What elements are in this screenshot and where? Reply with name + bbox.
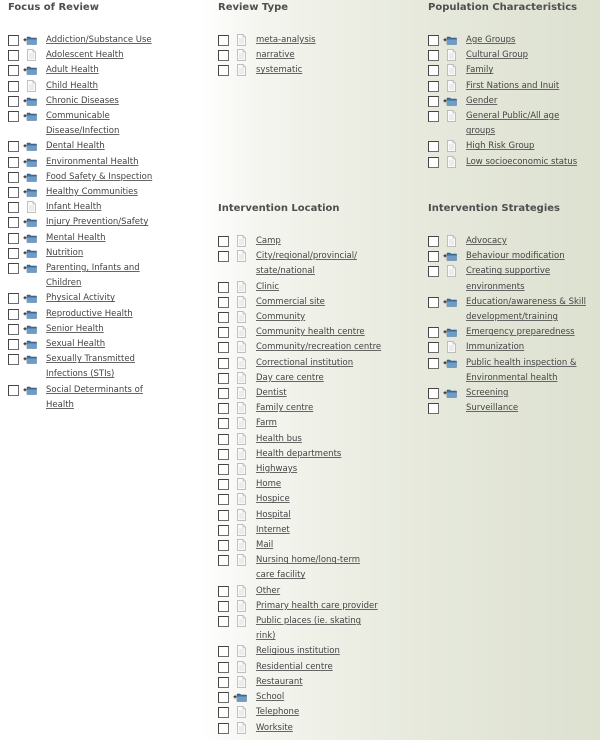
list-item-chronic-diseases: [8, 94, 193, 109]
document-icon: [233, 281, 247, 293]
intervention-location-heading: Intervention Location: [218, 203, 340, 214]
checkbox[interactable]: [218, 479, 229, 490]
item-label[interactable]: Injury Prevention/Safety: [46, 217, 149, 228]
checkbox[interactable]: [8, 141, 19, 152]
folder-expand-icon[interactable]: [23, 262, 37, 274]
document-icon: [233, 387, 247, 399]
item-label[interactable]: Adult Health: [46, 65, 99, 76]
folder-expand-icon[interactable]: [233, 691, 247, 703]
folder-expand-icon[interactable]: [23, 156, 37, 168]
list-item-public-places-ie-skating-rink: [218, 614, 408, 644]
list-item-home: [218, 477, 408, 492]
list-item-senior-health: [8, 322, 193, 337]
item-label[interactable]: Dental Health: [46, 141, 105, 152]
document-icon: [233, 49, 247, 61]
checkbox[interactable]: [428, 297, 439, 308]
document-icon: [443, 64, 457, 76]
checkbox[interactable]: [218, 449, 229, 460]
item-label[interactable]: Nutrition: [46, 247, 84, 258]
item-label[interactable]: Surveillance: [466, 403, 519, 414]
list-item-immunization: [428, 340, 598, 355]
document-icon: [233, 341, 247, 353]
item-label[interactable]: Infant Health: [46, 202, 102, 213]
item-label[interactable]: Clinic: [256, 281, 280, 292]
folder-expand-icon[interactable]: [23, 338, 37, 350]
document-icon: [443, 156, 457, 168]
checkbox[interactable]: [428, 81, 439, 92]
checkbox[interactable]: [218, 494, 229, 505]
checkbox[interactable]: [218, 525, 229, 536]
checkbox[interactable]: [428, 236, 439, 247]
review-type-section: [218, 1, 408, 79]
item-label[interactable]: Communicable Disease/Infection: [46, 111, 120, 137]
list-item-sexually-transmitted-infections-stis: [8, 352, 193, 382]
document-icon: [233, 509, 247, 521]
item-label[interactable]: Addiction/Substance Use: [46, 35, 152, 45]
item-label[interactable]: Nursing home/long-term care facility: [256, 555, 361, 581]
folder-expand-icon[interactable]: [443, 326, 457, 338]
item-label[interactable]: School: [256, 692, 285, 703]
review-type-heading: Review Type: [218, 2, 289, 13]
document-icon: [23, 49, 37, 61]
list-item-internet: [218, 523, 408, 538]
list-item-community-health-centre: [218, 325, 408, 340]
list-item-nutrition: [8, 246, 193, 261]
checkbox[interactable]: [218, 373, 229, 384]
item-label[interactable]: Healthy Communities: [46, 187, 138, 198]
checkbox[interactable]: [218, 65, 229, 76]
checkbox[interactable]: [8, 65, 19, 76]
item-label[interactable]: systematic: [256, 65, 303, 76]
item-label[interactable]: Mail: [256, 540, 274, 551]
folder-expand-icon[interactable]: [443, 296, 457, 308]
list-item-hospice: [218, 492, 408, 507]
checkbox[interactable]: [8, 339, 19, 350]
checkbox[interactable]: [218, 342, 229, 353]
document-icon: [233, 448, 247, 460]
item-label[interactable]: Family: [466, 65, 494, 76]
list-item-family: [428, 63, 598, 78]
list-item-primary-health-care-provider: [218, 599, 408, 614]
document-icon: [233, 357, 247, 369]
item-label[interactable]: Age Groups: [466, 35, 516, 45]
item-label[interactable]: Adolescent Health: [46, 50, 124, 61]
folder-expand-icon[interactable]: [23, 171, 37, 183]
list-item-high-risk-group: [428, 139, 598, 154]
list-item-city-regional-provincial-state-national: [218, 249, 408, 279]
item-label[interactable]: Public health inspection & Environmental health: [466, 357, 577, 383]
list-item-healthy-communities: [8, 185, 193, 200]
item-label[interactable]: Commercial site: [256, 296, 325, 307]
checkbox[interactable]: [428, 358, 439, 369]
checkbox[interactable]: [428, 403, 439, 414]
item-label[interactable]: Environmental Health: [46, 156, 139, 167]
folder-expand-icon[interactable]: [23, 232, 37, 244]
document-icon: [443, 80, 457, 92]
list-item-school: [218, 690, 408, 705]
item-label[interactable]: Social Determinants of Health: [46, 384, 143, 410]
list-item-nursing-home-long-term-care-facility: [218, 553, 408, 583]
checkbox[interactable]: [428, 141, 439, 152]
folder-expand-icon[interactable]: [23, 140, 37, 152]
folder-expand-icon[interactable]: [23, 384, 37, 396]
checkbox[interactable]: [8, 263, 19, 274]
item-label[interactable]: Primary health care provider: [256, 600, 378, 611]
item-label[interactable]: Day care centre: [256, 372, 324, 383]
intervention-strategies-list: [428, 234, 598, 416]
checkbox[interactable]: [8, 202, 19, 213]
list-item-mental-health: [8, 231, 193, 246]
checkbox[interactable]: [218, 297, 229, 308]
intervention-location-section: [218, 202, 408, 736]
list-item-meta-analysis: [218, 33, 408, 48]
folder-expand-icon[interactable]: [23, 323, 37, 335]
item-label[interactable]: High Risk Group: [466, 141, 535, 152]
list-item-infant-health: [8, 200, 193, 215]
checkbox[interactable]: [218, 540, 229, 551]
item-label[interactable]: Hospital: [256, 509, 291, 520]
item-label[interactable]: Health departments: [256, 448, 342, 459]
checkbox[interactable]: [218, 510, 229, 521]
item-label[interactable]: Child Health: [46, 80, 99, 91]
checkbox[interactable]: [218, 723, 229, 734]
list-item-age-groups: [428, 33, 598, 48]
checkbox[interactable]: [8, 293, 19, 304]
checkbox[interactable]: [218, 646, 229, 657]
item-label[interactable]: Worksite: [256, 722, 293, 733]
item-label[interactable]: Sexual Health: [46, 339, 106, 350]
document-icon: [233, 433, 247, 445]
document-icon: [233, 64, 247, 76]
list-item-injury-prevention-safety: [8, 215, 193, 230]
folder-expand-icon[interactable]: [443, 357, 457, 369]
list-item-health-departments: [218, 447, 408, 462]
review-type-list: [218, 33, 408, 79]
list-item-telephone: [218, 705, 408, 720]
list-item-sexual-health: [8, 337, 193, 352]
folder-expand-icon[interactable]: [23, 95, 37, 107]
list-item-first-nations-and-inuit: [428, 79, 598, 94]
list-item-camp: [218, 234, 408, 249]
item-label[interactable]: Home: [256, 479, 282, 490]
intervention-strategies-section: [428, 202, 598, 416]
item-label[interactable]: Chronic Diseases: [46, 95, 119, 106]
list-item-adolescent-health: [8, 48, 193, 63]
list-item-addiction-substance-use: [8, 33, 193, 48]
document-icon: [233, 402, 247, 414]
item-label[interactable]: Gender: [466, 95, 498, 106]
list-item-reproductive-health: [8, 307, 193, 322]
checkbox[interactable]: [8, 324, 19, 335]
checkbox[interactable]: [8, 157, 19, 168]
population-characteristics-list: [428, 33, 598, 170]
item-label[interactable]: Family centre: [256, 403, 314, 414]
item-label[interactable]: Advocacy: [466, 236, 507, 246]
folder-expand-icon[interactable]: [443, 34, 457, 46]
folder-expand-icon[interactable]: [23, 34, 37, 46]
checkbox[interactable]: [428, 251, 439, 262]
list-item-restaurant: [218, 675, 408, 690]
list-item-social-determinants-of-health: [8, 383, 193, 413]
list-item-physical-activity: [8, 291, 193, 306]
population-characteristics-section: [428, 1, 598, 170]
checkbox[interactable]: [8, 172, 19, 183]
checkbox[interactable]: [218, 388, 229, 399]
list-item-parenting-infants-and-children: [8, 261, 193, 291]
checkbox[interactable]: [428, 388, 439, 399]
document-icon: [233, 676, 247, 688]
list-item-creating-supportive-environments: [428, 264, 598, 294]
list-item-hospital: [218, 508, 408, 523]
list-item-farm: [218, 416, 408, 431]
document-icon: [443, 110, 457, 122]
item-label[interactable]: Physical Activity: [46, 293, 116, 304]
list-item-behaviour-modification: [428, 249, 598, 264]
list-item-advocacy: [428, 234, 598, 249]
checkbox[interactable]: [218, 464, 229, 475]
folder-expand-icon[interactable]: [23, 247, 37, 259]
folder-expand-icon[interactable]: [443, 95, 457, 107]
document-icon: [23, 80, 37, 92]
item-label[interactable]: Residential centre: [256, 661, 333, 672]
checkbox[interactable]: [8, 96, 19, 107]
document-icon: [233, 463, 247, 475]
document-icon: [233, 539, 247, 551]
checkbox[interactable]: [218, 236, 229, 247]
list-item-dental-health: [8, 139, 193, 154]
item-label[interactable]: Religious institution: [256, 646, 340, 657]
document-icon: [233, 296, 247, 308]
checkbox[interactable]: [218, 358, 229, 369]
checkbox[interactable]: [218, 50, 229, 61]
list-item-food-safety-inspection: [8, 170, 193, 185]
item-label[interactable]: Community health centre: [256, 327, 365, 338]
focus-of-review-section: [8, 1, 193, 413]
checkbox[interactable]: [218, 434, 229, 445]
document-icon: [443, 341, 457, 353]
list-item-emergency-preparedness: [428, 325, 598, 340]
item-label[interactable]: Camp: [256, 236, 281, 246]
item-label[interactable]: First Nations and Inuit: [466, 80, 560, 91]
document-icon: [233, 372, 247, 384]
list-item-mail: [218, 538, 408, 553]
item-label[interactable]: Creating supportive environments: [466, 266, 551, 292]
document-icon: [233, 326, 247, 338]
item-label[interactable]: City/regional/provincial/ state/national: [256, 251, 357, 277]
document-icon: [233, 661, 247, 673]
checkbox[interactable]: [428, 35, 439, 46]
document-icon: [233, 250, 247, 262]
item-label[interactable]: Dentist: [256, 388, 287, 399]
item-label[interactable]: Screening: [466, 388, 509, 399]
list-item-religious-institution: [218, 644, 408, 659]
document-icon: [233, 493, 247, 505]
folder-expand-icon[interactable]: [443, 387, 457, 399]
checkbox[interactable]: [8, 217, 19, 228]
document-icon: [233, 706, 247, 718]
checkbox[interactable]: [218, 601, 229, 612]
folder-expand-icon[interactable]: [23, 216, 37, 228]
list-item-other: [218, 584, 408, 599]
list-item-health-bus: [218, 432, 408, 447]
item-label[interactable]: Restaurant: [256, 676, 303, 687]
item-label[interactable]: meta-analysis: [256, 35, 316, 45]
document-icon: [233, 311, 247, 323]
checkbox[interactable]: [428, 327, 439, 338]
list-item-dentist: [218, 386, 408, 401]
checkbox[interactable]: [218, 555, 229, 566]
item-label[interactable]: Hospice: [256, 494, 290, 505]
checkbox[interactable]: [428, 96, 439, 107]
checkbox[interactable]: [218, 616, 229, 627]
list-item-environmental-health: [8, 155, 193, 170]
list-item-worksite: [218, 721, 408, 736]
checkbox[interactable]: [8, 81, 19, 92]
list-item-communicable-disease-infection: [8, 109, 193, 139]
item-label[interactable]: Sexually Transmitted Infections (STIs): [46, 354, 135, 380]
document-icon: [23, 201, 37, 213]
item-label[interactable]: narrative: [256, 50, 295, 61]
list-item-correctional-institution: [218, 356, 408, 371]
folder-expand-icon[interactable]: [23, 186, 37, 198]
list-item-clinic: [218, 280, 408, 295]
list-item-residential-centre: [218, 660, 408, 675]
item-label[interactable]: Emergency preparedness: [466, 327, 575, 338]
focus-of-review-heading: Focus of Review: [8, 2, 99, 13]
list-item-family-centre: [218, 401, 408, 416]
checkbox[interactable]: [218, 251, 229, 262]
item-label[interactable]: General Public/All age groups: [466, 111, 560, 137]
checkbox[interactable]: [218, 403, 229, 414]
list-item-surveillance: [428, 401, 598, 416]
item-label[interactable]: Community: [256, 312, 306, 323]
item-label[interactable]: Community/recreation centre: [256, 342, 382, 353]
item-label[interactable]: Telephone: [256, 707, 300, 718]
document-icon: [233, 235, 247, 247]
list-item-commercial-site: [218, 295, 408, 310]
folder-expand-icon[interactable]: [23, 308, 37, 320]
folder-expand-icon[interactable]: [23, 64, 37, 76]
document-icon: [233, 478, 247, 490]
list-item-highways: [218, 462, 408, 477]
list-item-public-health-inspection-environmental-health: [428, 356, 598, 386]
list-item-screening: [428, 386, 598, 401]
document-icon: [443, 265, 457, 277]
item-label[interactable]: Immunization: [466, 342, 525, 353]
item-label[interactable]: Reproductive Health: [46, 308, 133, 319]
document-icon: [233, 615, 247, 627]
checkbox[interactable]: [428, 65, 439, 76]
checkbox[interactable]: [218, 586, 229, 597]
checkbox[interactable]: [8, 309, 19, 320]
item-label[interactable]: Education/awareness & Skill development/training: [466, 296, 586, 323]
checkbox[interactable]: [428, 50, 439, 61]
list-item-child-health: [8, 79, 193, 94]
intervention-strategies-heading: Intervention Strategies: [428, 203, 560, 214]
intervention-location-list: [218, 234, 408, 736]
item-label[interactable]: Behaviour modification: [466, 251, 565, 262]
checkbox[interactable]: [428, 157, 439, 168]
document-icon: [233, 524, 247, 536]
list-item-systematic: [218, 63, 408, 78]
focus-of-review-list: [8, 33, 193, 413]
item-label[interactable]: Food Safety & Inspection: [46, 171, 153, 182]
item-label[interactable]: Parenting, Infants and Children: [46, 263, 140, 289]
checkbox[interactable]: [8, 35, 19, 46]
document-icon: [233, 34, 247, 46]
item-label[interactable]: Cultural Group: [466, 50, 529, 61]
item-label[interactable]: Internet: [256, 524, 290, 535]
checkbox[interactable]: [218, 327, 229, 338]
checkbox[interactable]: [428, 342, 439, 353]
document-icon: [233, 554, 247, 566]
checkbox[interactable]: [218, 35, 229, 46]
item-label[interactable]: Mental Health: [46, 232, 106, 243]
document-icon: [443, 49, 457, 61]
checkbox[interactable]: [8, 354, 19, 365]
item-label[interactable]: Health bus: [256, 433, 302, 444]
folder-expand-icon[interactable]: [23, 292, 37, 304]
population-characteristics-heading: Population Characteristics: [428, 2, 578, 13]
list-item-general-public-all-age-groups: [428, 109, 598, 139]
list-item-day-care-centre: [218, 371, 408, 386]
document-icon: [233, 585, 247, 597]
checkbox[interactable]: [218, 677, 229, 688]
checkbox[interactable]: [218, 312, 229, 323]
item-label[interactable]: Correctional institution: [256, 357, 354, 368]
document-icon: [233, 722, 247, 734]
list-item-gender: [428, 94, 598, 109]
checkbox[interactable]: [218, 707, 229, 718]
list-item-community-recreation-centre: [218, 340, 408, 355]
checkbox[interactable]: [218, 418, 229, 429]
checkbox[interactable]: [218, 282, 229, 293]
checkbox[interactable]: [428, 266, 439, 277]
checkbox[interactable]: [218, 692, 229, 703]
item-label[interactable]: Low socioeconomic status: [466, 156, 578, 167]
item-label[interactable]: Other: [256, 585, 281, 596]
checkbox[interactable]: [8, 50, 19, 61]
checkbox[interactable]: [8, 187, 19, 198]
document-icon: [233, 600, 247, 612]
list-item-adult-health: [8, 63, 193, 78]
checkbox[interactable]: [8, 111, 19, 122]
item-label[interactable]: Senior Health: [46, 323, 104, 334]
checkbox[interactable]: [218, 662, 229, 673]
list-item-education-awareness-skill-development-training: [428, 295, 598, 325]
folder-expand-icon[interactable]: [23, 110, 37, 122]
folder-expand-icon[interactable]: [23, 353, 37, 365]
checkbox[interactable]: [8, 385, 19, 396]
document-icon: [443, 140, 457, 152]
list-item-narrative: [218, 48, 408, 63]
document-icon: [443, 235, 457, 247]
item-label[interactable]: Public places (ie. skating rink): [256, 616, 362, 642]
list-item-cultural-group: [428, 48, 598, 63]
folder-expand-icon[interactable]: [443, 250, 457, 262]
list-item-low-socioeconomic-status: [428, 155, 598, 170]
document-icon: [233, 645, 247, 657]
list-item-community: [218, 310, 408, 325]
item-label[interactable]: Farm: [256, 418, 277, 429]
checkbox[interactable]: [8, 248, 19, 259]
document-icon: [233, 417, 247, 429]
checkbox[interactable]: [428, 111, 439, 122]
checkbox[interactable]: [8, 233, 19, 244]
item-label[interactable]: Highways: [256, 464, 298, 475]
